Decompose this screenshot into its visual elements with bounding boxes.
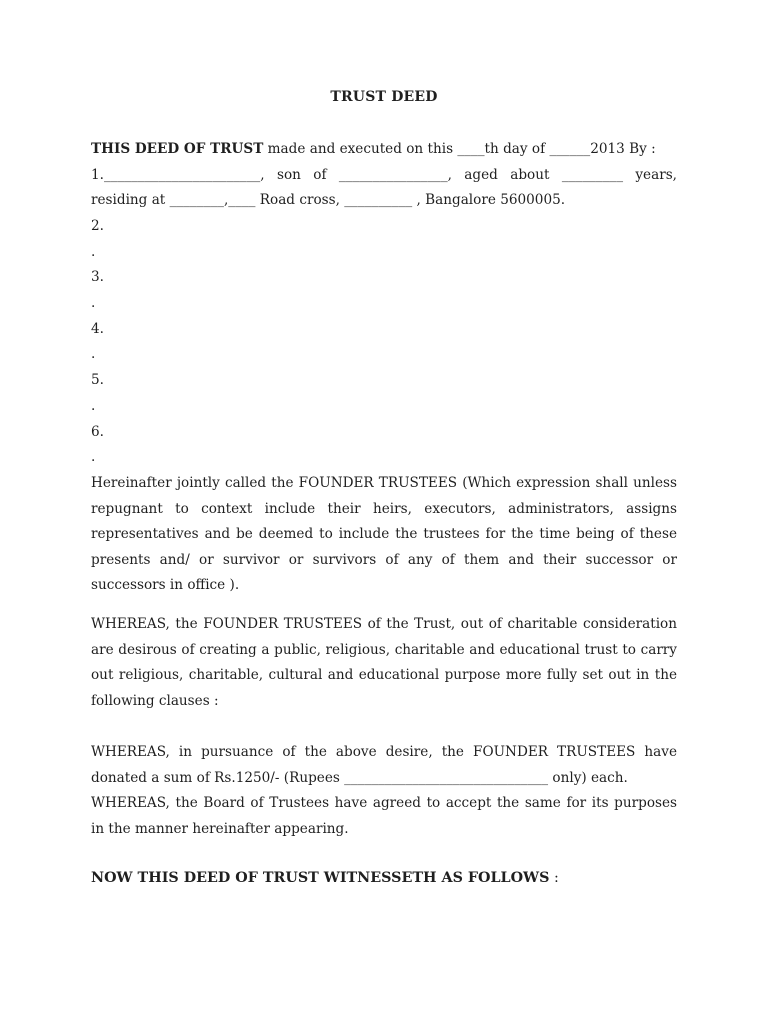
list-item: .: [91, 346, 96, 363]
list-item: .: [91, 295, 96, 312]
list-item: .: [91, 243, 96, 260]
list-item: .: [91, 397, 96, 414]
list-item: 4.: [91, 320, 104, 337]
intro-lead-bold: THIS DEED OF TRUST: [91, 141, 264, 157]
whereas-paragraph-2: WHEREAS, in pursuance of the above desire, the FOUNDER TRUSTEES have donated a sum of Rs.1250/- (Rupees ______________________________ only) each.: [91, 744, 677, 786]
intro-paragraph: [91, 137, 677, 214]
list-item: 3.: [91, 269, 104, 286]
intro-line-2: 1._______________________, son of ________________, aged about _________ years,: [91, 166, 677, 183]
list-item: 5.: [91, 372, 104, 389]
list-item: 2.: [91, 218, 104, 234]
list-item: 6.: [91, 423, 104, 440]
whereas-paragraph-3: WHEREAS, the Board of Trustees have agreed to accept the same for its purposes in the manner hereinafter appearing.: [91, 795, 677, 837]
witnesseth-heading-text: NOW THIS DEED OF TRUST WITNESSETH AS FOLLOWS: [91, 870, 550, 886]
intro-lead-rest: made and executed on this ____th day of ______2013 By :: [263, 141, 656, 157]
list-item: .: [91, 449, 96, 466]
witnesseth-heading-colon: :: [549, 870, 559, 886]
intro-line-1: [91, 137, 677, 163]
whereas-paragraph-1: WHEREAS, the FOUNDER TRUSTEES of the Trust, out of charitable consideration are desirous of creating a public, religious, charitable and educational trust to carry out religious, charitable, cultural and educational purpose more fully set out in the following clauses :: [91, 616, 677, 709]
document-title: TRUST DEED: [330, 89, 438, 105]
numbered-list: [91, 214, 104, 471]
founders-paragraph: Hereinafter jointly called the FOUNDER TRUSTEES (Which expression shall unless repugnant to context include their heirs, executors, administrators, assigns representatives and be deemed to include the trustees for the time being of these presents and/ or survivor or survivors of any of them and their successor or successors in office ).: [91, 475, 677, 594]
witnesseth-heading: [91, 870, 559, 886]
intro-line-3: residing at ________,____ Road cross, __________ , Bangalore 5600005.: [91, 192, 566, 209]
